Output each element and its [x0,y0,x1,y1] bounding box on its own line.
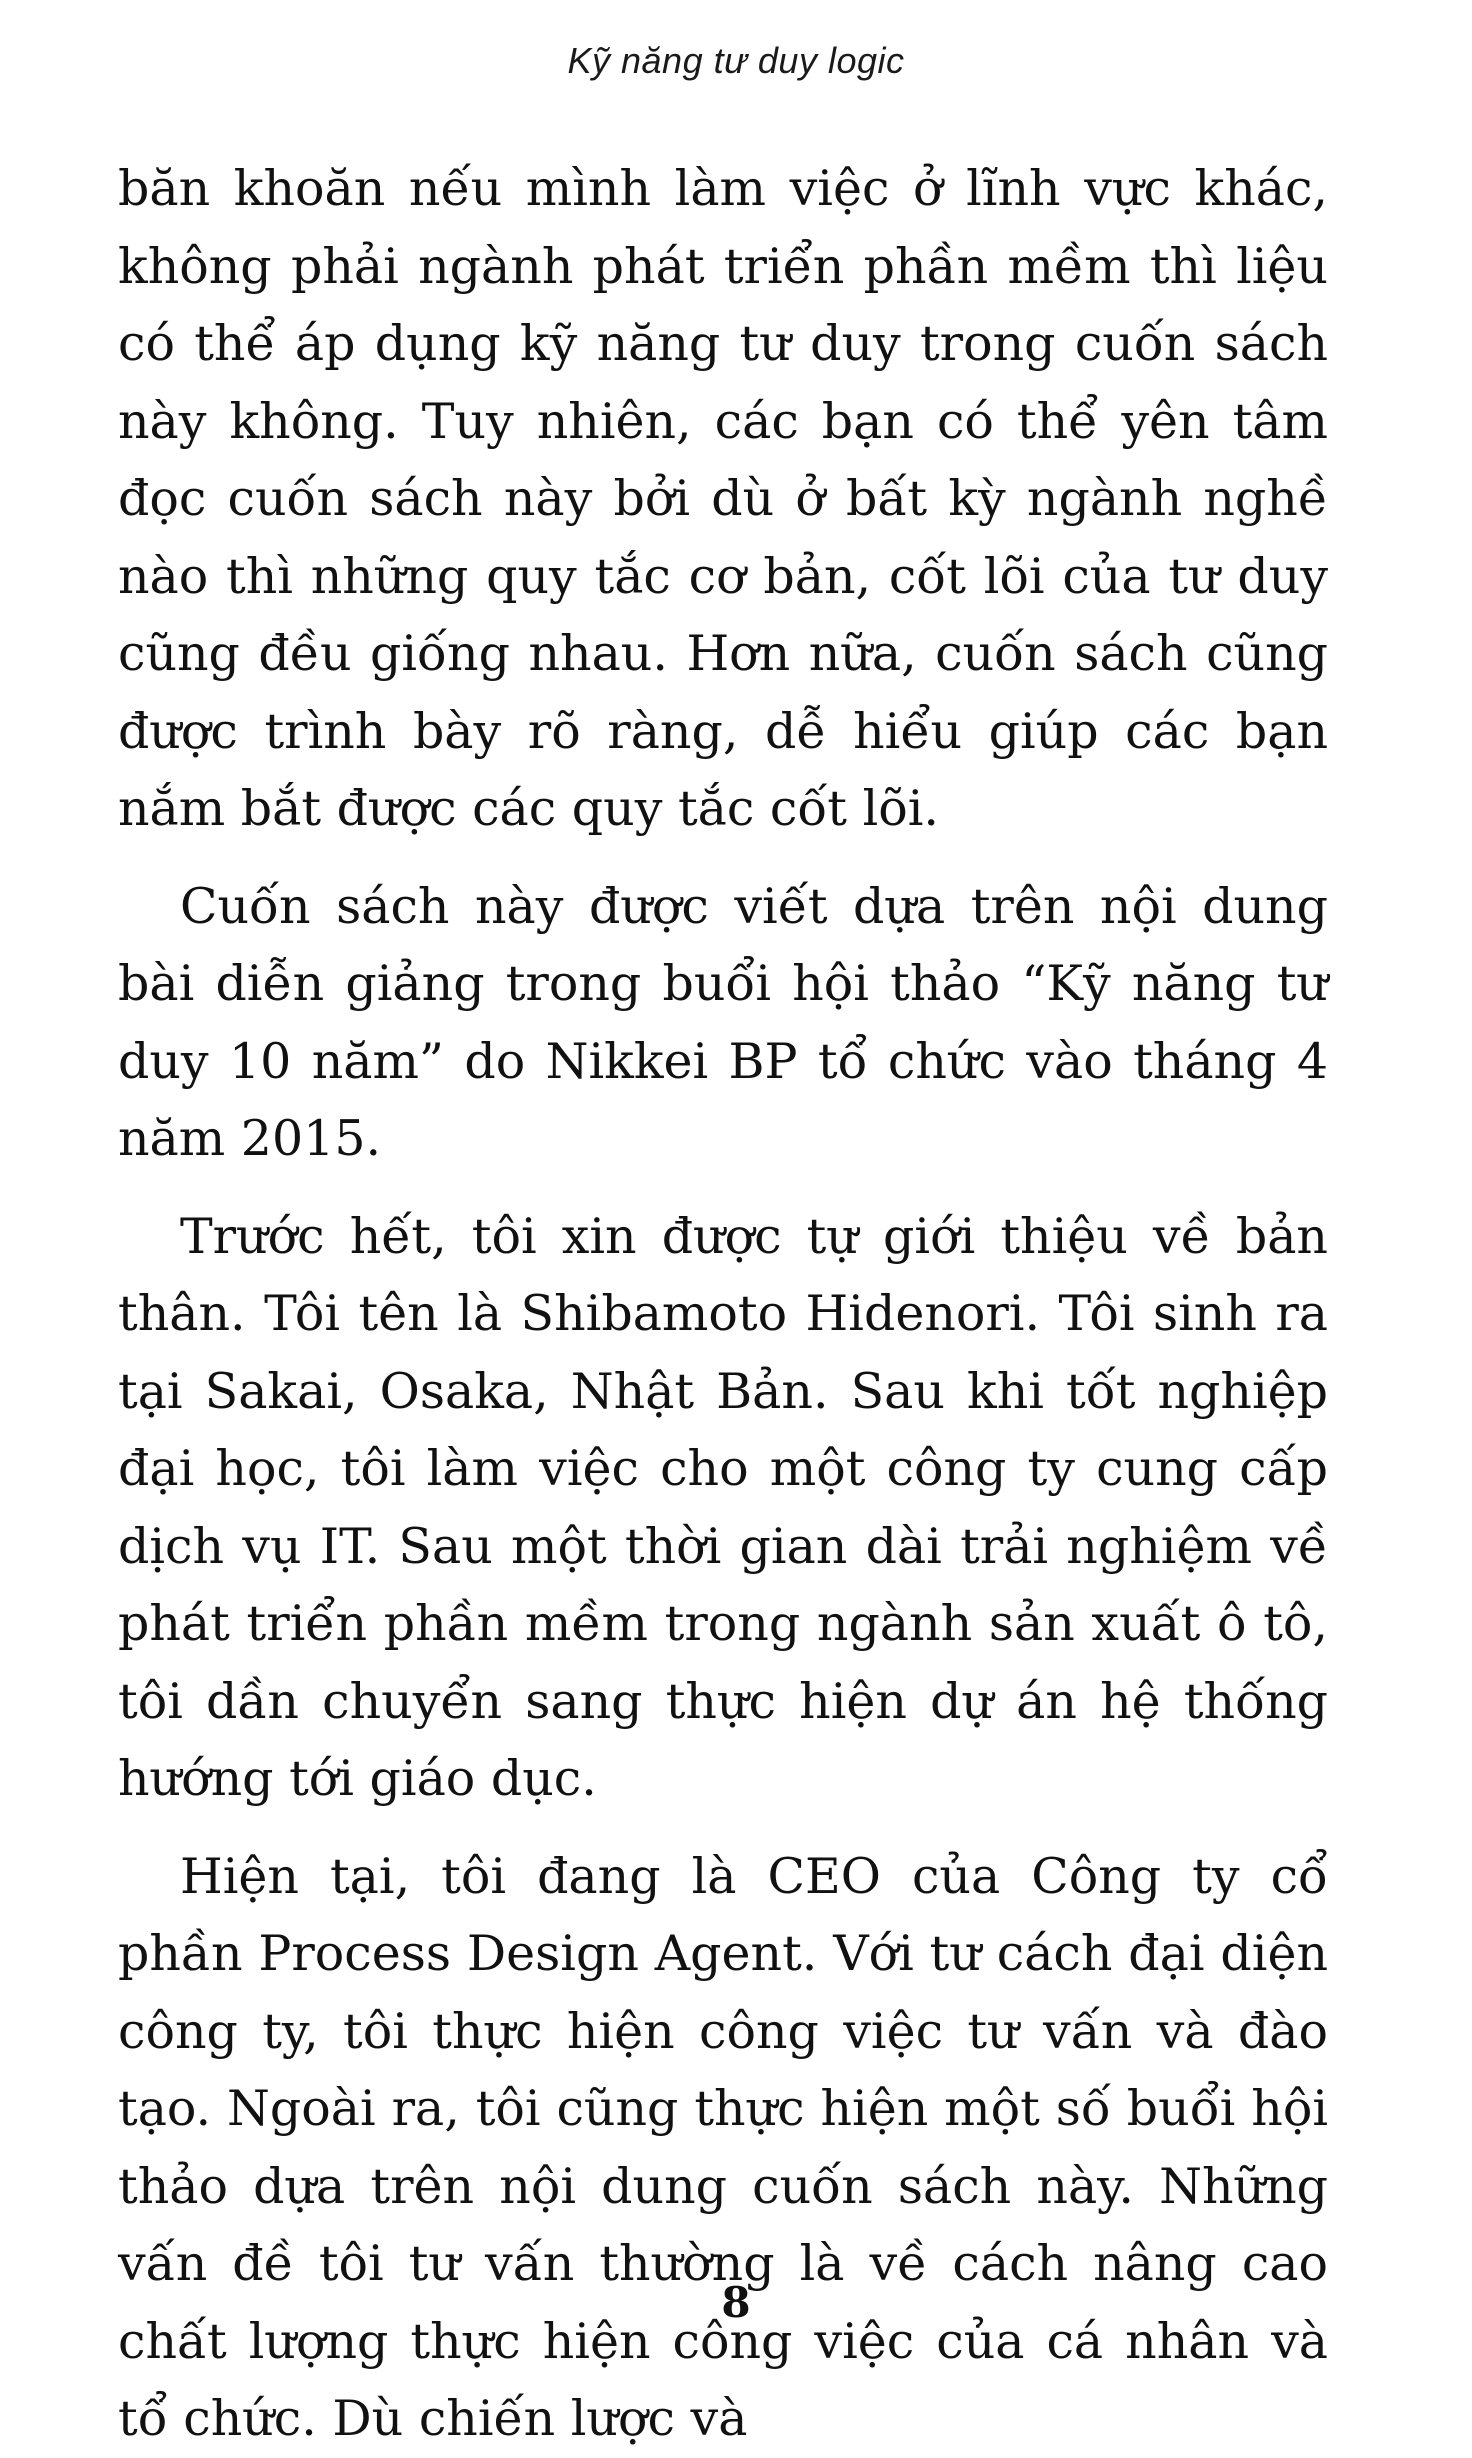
running-header: Kỹ năng tư duy logic [567,40,905,81]
paragraph-continued: băn khoăn nếu mình làm việc ở lĩnh vực khác, không phải ngành phát triển phần mềm thì liệu có thể áp dụng kỹ năng tư duy trong cuốn sách này không. Tuy nhiên, các bạn có thể yên tâm đọc cuốn sách này bởi dù ở bất kỳ ngành nghề nào thì những quy tắc cơ bản, cốt lõi của tư duy cũng đều giống nhau. Hơn nữa, cuốn sách cũng được trình bày rõ ràng, dễ hiểu giúp các bạn nắm bắt được các quy tắc cốt lõi. [118,160,1328,837]
page-number: 8 [721,2278,751,2327]
body-text [118,150,1328,2458]
paragraph-book-origin: Cuốn sách này được viết dựa trên nội dung bài diễn giảng trong buổi hội thảo “Kỹ năng tư duy 10 năm” do Nikkei BP tổ chức vào tháng 4 năm 2015. [118,877,1328,1167]
paragraph-current-role: Hiện tại, tôi đang là CEO của Công ty cổ phần Process Design Agent. Với tư cách đại diện công ty, tôi thực hiện công việc tư vấn và đào tạo. Ngoài ra, tôi cũng thực hiện một số buổi hội thảo dựa trên nội dung cuốn sách này. Những vấn đề tôi tư vấn thường là về cách nâng cao chất lượng thực hiện công việc của cá nhân và tổ chức. Dù chiến lược và [118,1847,1328,2447]
paragraph-author-intro: Trước hết, tôi xin được tự giới thiệu về bản thân. Tôi tên là Shibamoto Hidenori. Tôi sinh ra tại Sakai, Osaka, Nhật Bản. Sau khi tốt nghiệp đại học, tôi làm việc cho một công ty cung cấp dịch vụ IT. Sau một thời gian dài trải nghiệm về phát triển phần mềm trong ngành sản xuất ô tô, tôi dần chuyển sang thực hiện dự án hệ thống hướng tới giáo dục. [118,1207,1328,1807]
